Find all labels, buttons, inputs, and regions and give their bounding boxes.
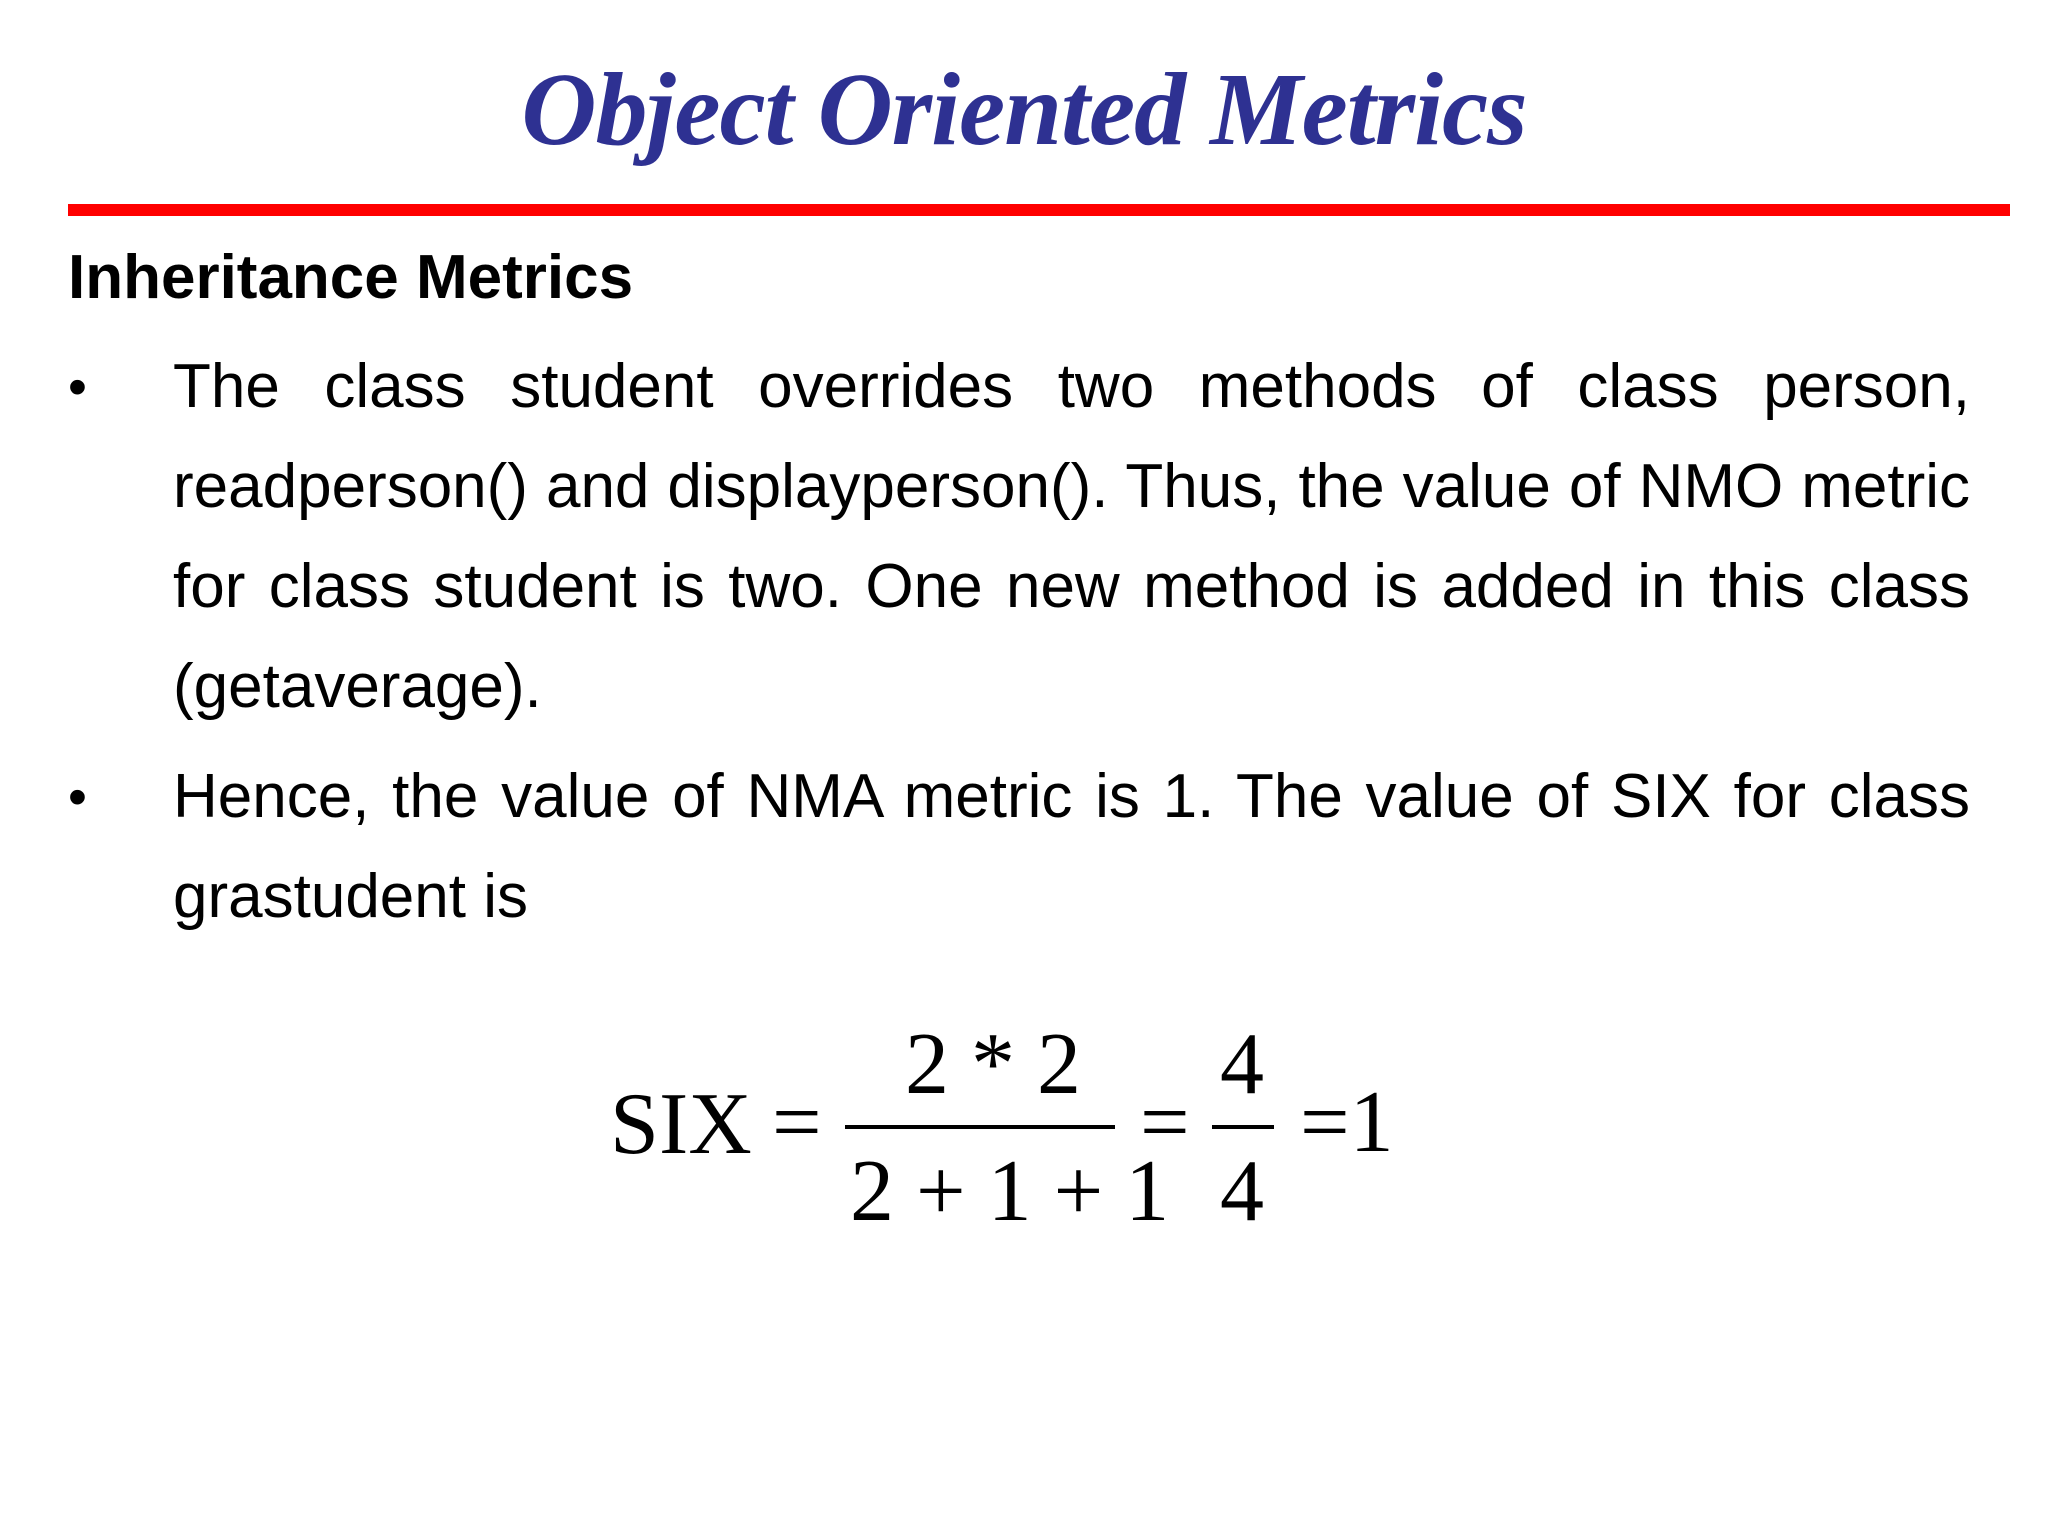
formula-result: =1	[1300, 1074, 1394, 1171]
title-divider	[68, 204, 2010, 216]
formula-lhs: SIX	[610, 1076, 752, 1173]
bullet-text: The class student overrides two methods of class person, readperson() and displayperson(). Thus, the value of NMO metric for class student is two. One new method is added in this class (getaverage).	[173, 352, 1970, 721]
fraction1-numerator: 2 * 2	[905, 1016, 1081, 1113]
fraction1-bar	[845, 1125, 1115, 1129]
bullet-text: Hence, the value of NMA metric is 1. The value of SIX for class grastudent is	[173, 762, 1970, 931]
fraction2-numerator: 4	[1220, 1016, 1264, 1113]
fraction1-denominator: 2 + 1 + 1	[850, 1143, 1170, 1240]
bullet-marker: •	[68, 767, 87, 827]
bullet-marker: •	[68, 357, 87, 417]
slide-title: Object Oriented Metrics	[521, 52, 1527, 167]
section-heading: Inheritance Metrics	[68, 243, 634, 312]
fraction2-bar	[1212, 1125, 1274, 1129]
six-formula	[600, 1015, 1500, 1255]
formula-equals: =	[1140, 1074, 1190, 1171]
fraction2-denominator: 4	[1220, 1143, 1264, 1240]
formula-equals: =	[772, 1074, 822, 1171]
